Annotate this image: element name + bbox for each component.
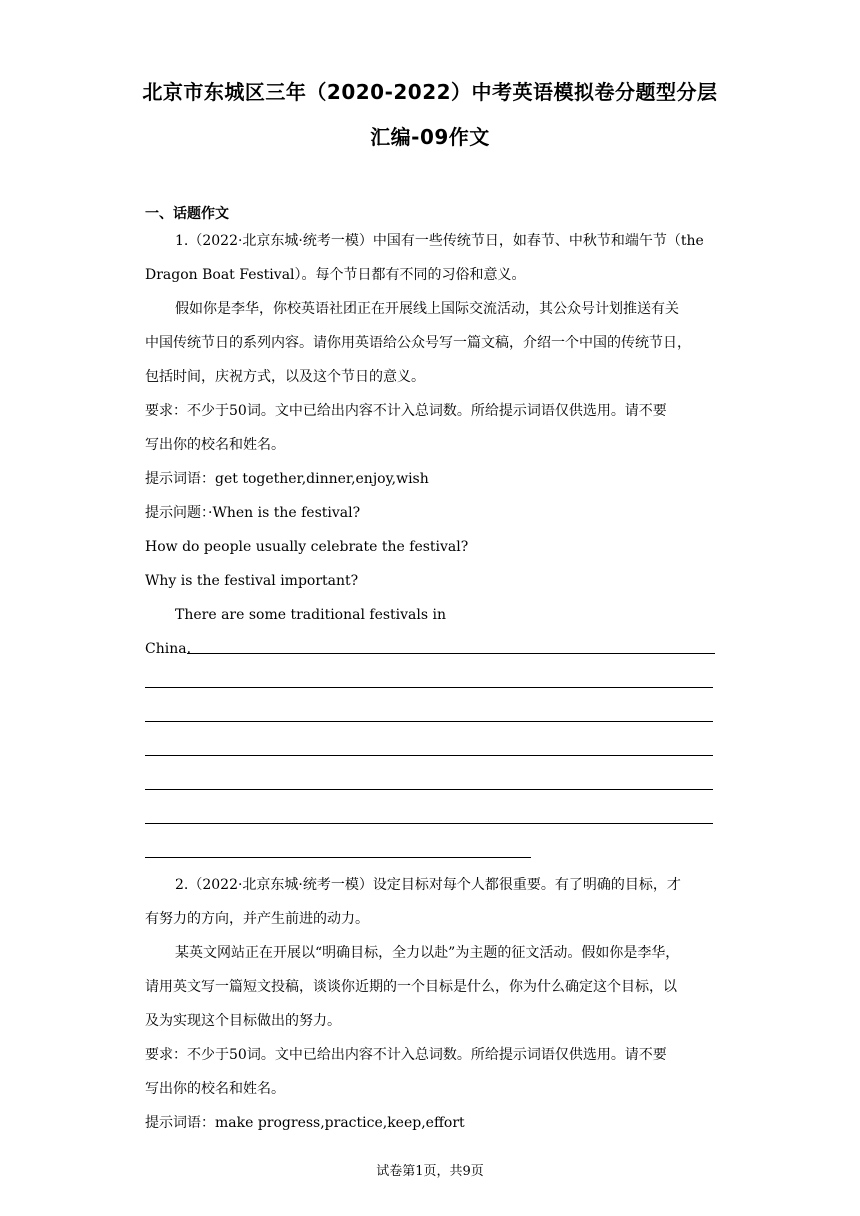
- answer-line-6: [145, 823, 713, 824]
- answer-line-3: [145, 721, 713, 722]
- question-1-opening-sentence: There are some traditional festivals in: [175, 607, 447, 623]
- question-2-para2-line-2: 请用英文写一篇短文投稿，谈谈你近期的一个目标是什么，你为什么确定这个目标，以: [145, 979, 677, 995]
- answer-line-7: [145, 857, 531, 858]
- question-2-line-1: 2.（2022·北京东城·统考一模）设定目标对每个人都很重要。有了明确的目标，才: [175, 877, 681, 893]
- question-2-para2-line-3: 及为实现这个目标做出的努力。: [145, 1013, 341, 1029]
- answer-line-5: [145, 789, 713, 790]
- question-1-hint-question-3: Why is the festival important?: [145, 573, 359, 589]
- answer-line-4: [145, 755, 713, 756]
- answer-line-1-text: China.: [145, 641, 192, 657]
- question-2-requirement-line-2: 写出你的校名和姓名。: [145, 1081, 285, 1097]
- section-heading: 一、话题作文: [145, 206, 229, 222]
- question-2-para2-line-1: 某英文网站正在开展以“明确目标，全力以赴”为主题的征文活动。假如你是李华，: [175, 945, 680, 961]
- answer-line-1: [145, 640, 715, 658]
- question-1-line-1: 1.（2022·北京东城·统考一模）中国有一些传统节日，如春节、中秋节和端午节（the: [175, 233, 704, 249]
- question-1-requirement-line-1: 要求：不少于50词。文中已给出内容不计入总词数。所给提示词语仅供选用。请不要: [145, 403, 667, 419]
- question-1-para2-line-2: 中国传统节日的系列内容。请你用英语给公众号写一篇文稿，介绍一个中国的传统节日，: [145, 335, 691, 351]
- question-2-line-2: 有努力的方向，并产生前进的动力。: [145, 911, 369, 927]
- question-2-hint-words: 提示词语：make progress,practice,keep,effort: [145, 1115, 465, 1131]
- question-1-hint-question-2: How do people usually celebrate the festival?: [145, 539, 469, 555]
- question-1-para2-line-3: 包括时间，庆祝方式，以及这个节日的意义。: [145, 369, 425, 385]
- answer-line-2: [145, 687, 713, 688]
- question-1-hint-question-1: 提示问题：·When is the festival?: [145, 505, 361, 521]
- question-2-requirement-line-1: 要求：不少于50词。文中已给出内容不计入总词数。所给提示词语仅供选用。请不要: [145, 1047, 667, 1063]
- question-1-line-2: Dragon Boat Festival）。每个节日都有不同的习俗和意义。: [145, 267, 526, 283]
- page-footer: 试卷第1页，共9页: [376, 1164, 484, 1179]
- page-title-line-2: 汇编-09作文: [370, 125, 490, 149]
- question-1-para2-line-1: 假如你是李华，你校英语社团正在开展线上国际交流活动，其公众号计划推送有关: [175, 301, 679, 317]
- page-title-line-1: 北京市东城区三年（2020-2022）中考英语模拟卷分题型分层: [142, 80, 718, 104]
- question-1-hint-words: 提示词语：get together,dinner,enjoy,wish: [145, 471, 429, 487]
- question-1-requirement-line-2: 写出你的校名和姓名。: [145, 437, 285, 453]
